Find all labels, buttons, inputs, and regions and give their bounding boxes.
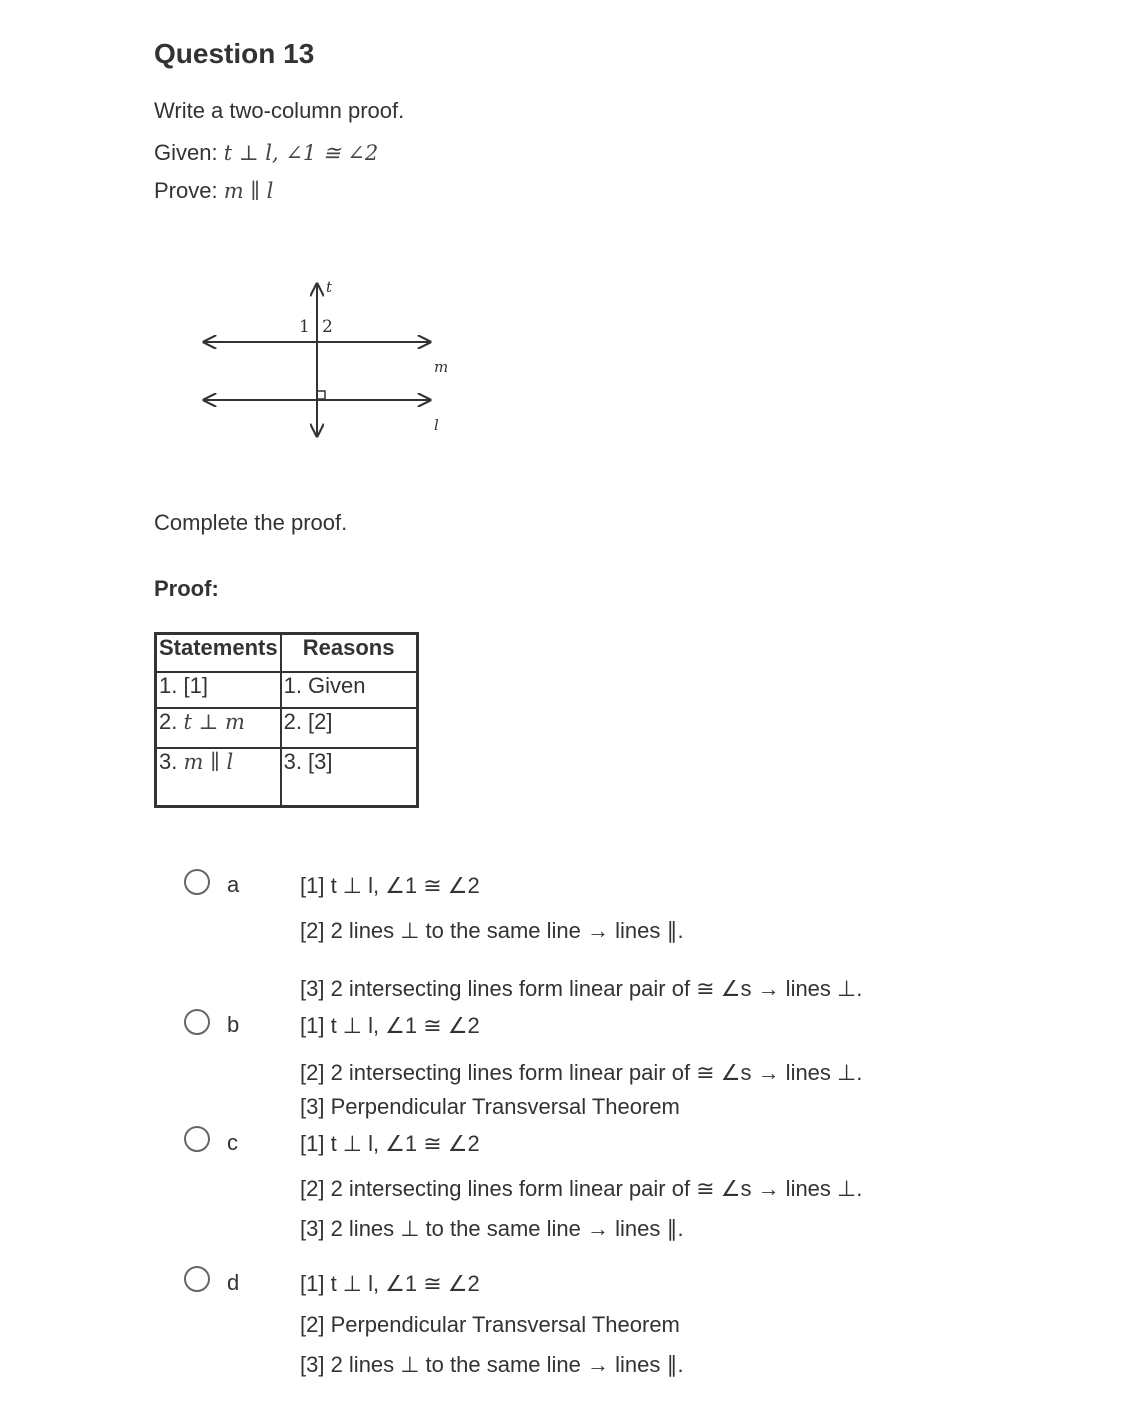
- statement-cell: [156, 748, 281, 807]
- option-c-line: [2] 2 intersecting lines form linear pair of ≅ ∠s → lines ⊥.: [300, 1176, 863, 1201]
- option-c-letter[interactable]: c: [227, 1130, 238, 1155]
- table-row: [156, 748, 418, 807]
- option-a-line: [1] t ⊥ l, ∠1 ≅ ∠2: [300, 873, 480, 898]
- label-angle2: 2: [322, 317, 333, 337]
- label-m: m: [434, 358, 449, 376]
- prove: [154, 178, 273, 204]
- option-a-line: [2] 2 lines ⊥ to the same line → lines ∥.: [300, 918, 684, 943]
- prove-label: Prove:: [154, 178, 218, 203]
- given-math: t ⊥ l, ∠1 ≅ ∠2: [223, 141, 379, 165]
- label-l: l: [434, 416, 439, 434]
- complete-text: Complete the proof.: [154, 510, 348, 535]
- table-row: [156, 708, 418, 748]
- statement-cell: [156, 708, 281, 748]
- header-reasons: Reasons: [281, 634, 418, 673]
- option-b-line: [2] 2 intersecting lines form linear pair of ≅ ∠s → lines ⊥.: [300, 1060, 863, 1085]
- option-a-letter[interactable]: a: [227, 872, 240, 897]
- option-c-line: [1] t ⊥ l, ∠1 ≅ ∠2: [300, 1131, 480, 1156]
- label-angle1: 1: [299, 317, 310, 337]
- option-d-line: [1] t ⊥ l, ∠1 ≅ ∠2: [300, 1271, 480, 1296]
- label-t: t: [326, 278, 333, 296]
- option-c-line: [3] 2 lines ⊥ to the same line → lines ∥.: [300, 1216, 684, 1241]
- given-label: Given:: [154, 140, 218, 165]
- option-c-radio[interactable]: [184, 1126, 210, 1152]
- reason-cell: 1. Given: [281, 672, 418, 708]
- question-title: Question 13: [154, 38, 315, 69]
- header-statements: Statements: [156, 634, 281, 673]
- instruction: Write a two-column proof.: [154, 98, 405, 123]
- table-row: [156, 672, 418, 708]
- statement-text: [1]: [183, 673, 208, 698]
- option-b-line: [1] t ⊥ l, ∠1 ≅ ∠2: [300, 1013, 480, 1038]
- statement-num: 3.: [159, 749, 178, 774]
- option-b-line: [3] Perpendicular Transversal Theorem: [300, 1094, 680, 1119]
- option-d-radio[interactable]: [184, 1266, 210, 1292]
- geometry-diagram: [190, 270, 470, 450]
- given: [154, 140, 378, 166]
- statement-text: m ∥ l: [183, 750, 234, 774]
- statement-num: 1.: [159, 673, 178, 698]
- option-d-letter[interactable]: d: [227, 1270, 240, 1295]
- option-b-radio[interactable]: [184, 1009, 210, 1035]
- option-b-letter[interactable]: b: [227, 1012, 240, 1037]
- option-d-line: [2] Perpendicular Transversal Theorem: [300, 1312, 680, 1337]
- option-a-line: [3] 2 intersecting lines form linear pair of ≅ ∠s → lines ⊥.: [300, 976, 863, 1001]
- right-angle-mark: [317, 391, 325, 399]
- proof-table: [154, 632, 419, 808]
- statement-num: 2.: [159, 709, 178, 734]
- prove-math: m ∥ l: [223, 179, 274, 203]
- statement-text: t ⊥ m: [183, 710, 245, 734]
- proof-label: Proof:: [154, 576, 219, 601]
- statement-cell: [156, 672, 281, 708]
- option-d-line: [3] 2 lines ⊥ to the same line → lines ∥.: [300, 1352, 684, 1377]
- reason-cell: 2. [2]: [281, 708, 418, 748]
- reason-cell: 3. [3]: [281, 748, 418, 807]
- option-a-radio[interactable]: [184, 869, 210, 895]
